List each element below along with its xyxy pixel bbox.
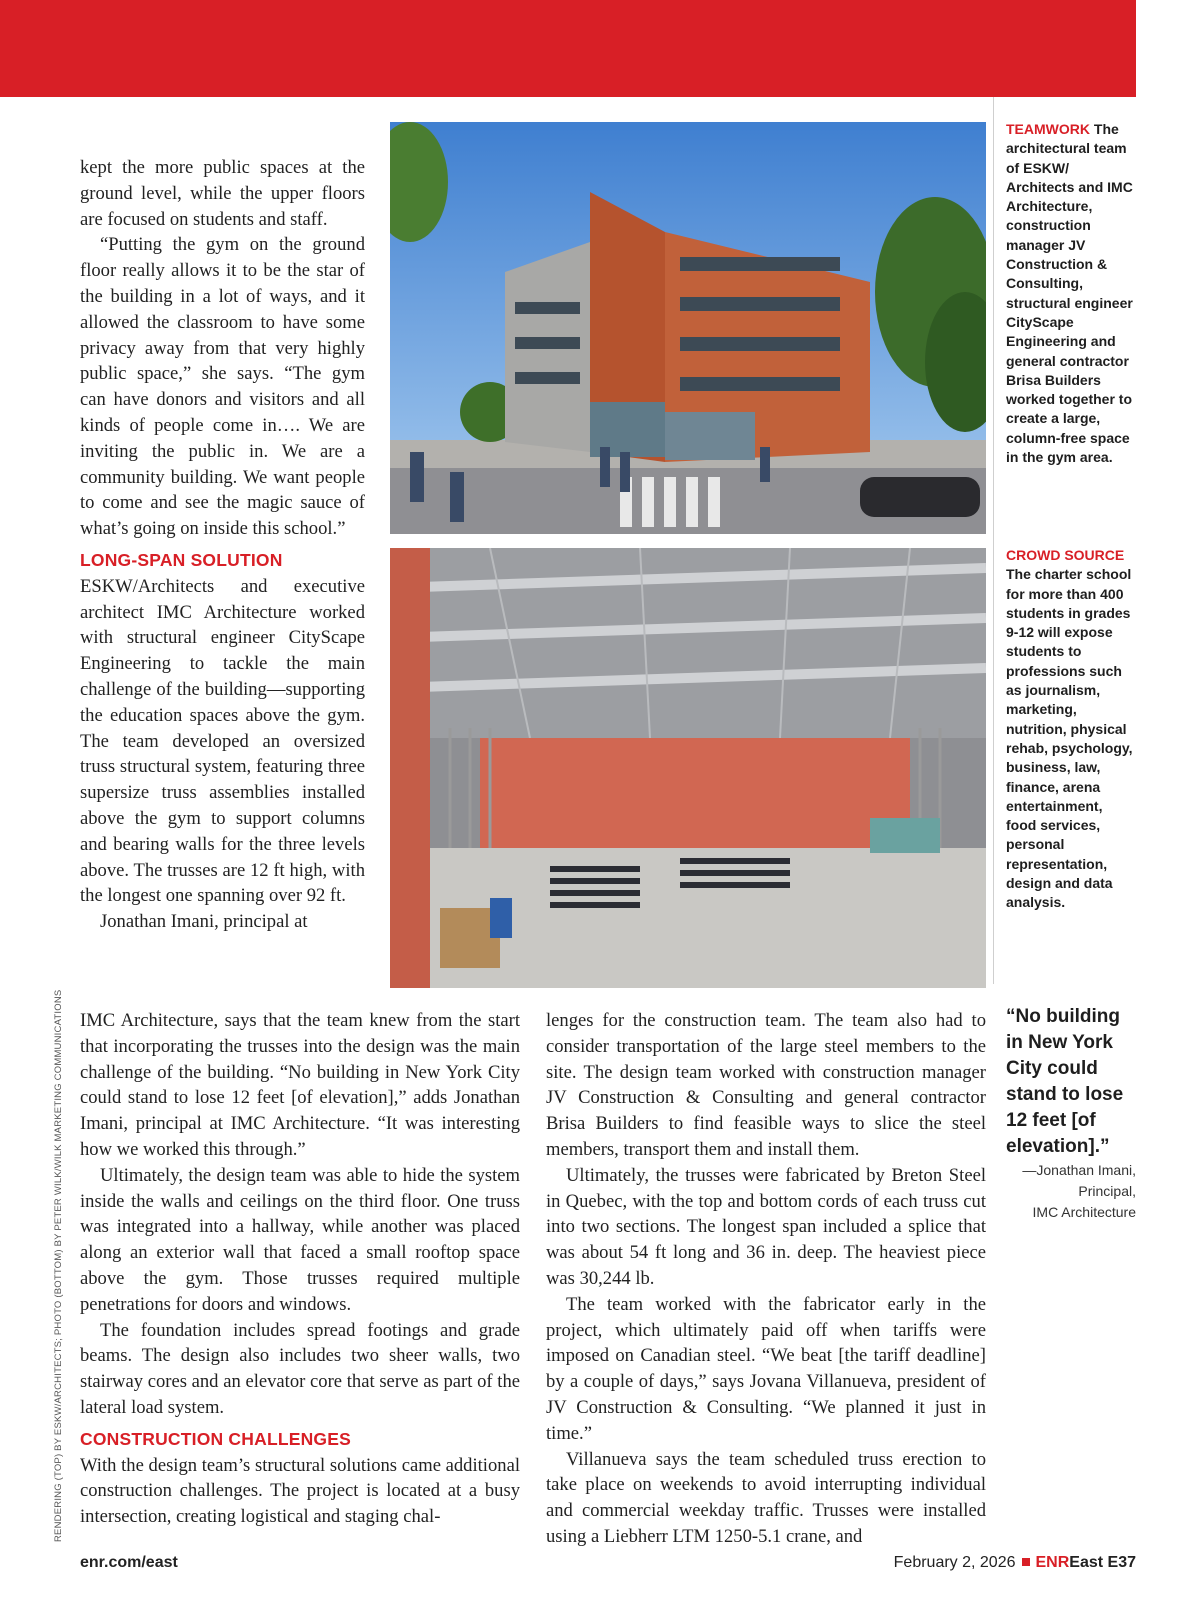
attribution-name: —Jonathan Imani, [1022, 1162, 1136, 1178]
pull-quote: “No building in New York City could stand to lose 12 feet [of elevation].” [1006, 1006, 1124, 1157]
caption-label: TEAMWORK [1006, 121, 1090, 137]
paragraph: kept the more public spaces at the ground level, while the upper floors are focused on students and staff. [80, 157, 365, 230]
caption-teamwork [1006, 120, 1136, 467]
caption-crowd-source [1006, 546, 1136, 913]
attribution-title: Principal, [1078, 1183, 1136, 1199]
paragraph: lenges for the construction team. The team also had to consider transportation of the large steel members to the site. The design team worked with construction manager JV Construction & Consulting and general contractor Brisa Builders to find feasible ways to slice the steel members, transport them and install them. [546, 1010, 986, 1160]
paragraph: ESKW/Architects and executive architect IMC Architecture worked with structural engineer CityScape Engineering to tackle the main challenge of the building—supporting the education spaces above the gym. The team developed an oversized truss structural system, featuring three supersize truss assemblies installed above the gym to support columns and bearing walls for the three levels above. The trusses are 12 ft high, with the longest one spanning over 92 ft. [80, 575, 365, 907]
caption-divider [993, 97, 994, 984]
column-1-upper [80, 155, 365, 935]
attribution-org: IMC Architecture [1032, 1204, 1136, 1220]
section-heading-long-span: LONG-SPAN SOLUTION [80, 549, 283, 570]
column-2 [546, 1008, 986, 1550]
bullet-square-icon [1022, 1558, 1030, 1566]
paragraph: Jonathan Imani, principal at [100, 911, 308, 933]
paragraph: “Putting the gym on the ground floor really allows it to be the star of the building in a lot of ways, and it allowed the classroom to have some privacy away from that very highly public space,” she says. “The gym can have donors and visitors and all kinds of people come in…. We are inviting the public in. We are a community building. We want people to come and see the magic sauce of what’s going on inside this school.” [80, 234, 365, 540]
paragraph: With the design team’s structural solutions came additional construction challenges. The project is located at a busy intersection, creating logistical and staging chal- [80, 1454, 520, 1528]
caption-text: The architectural team of ESKW/ Architects and IMC Architecture, construction manager JV Construction & Consulting, structural engineer CityScape Engineering and general contractor Brisa Builders worked together to create a large, column-free space in the gym area. [1006, 121, 1133, 466]
header-red-bar [0, 0, 1136, 97]
footer-brand: ENR [1035, 1554, 1070, 1571]
paragraph: Villanueva says the team scheduled truss erection to take place on weekends to avoid interrupting individual and commercial weekday traffic. Trusses were installed using a Liebherr LTM 1250-5.1 crane, and [546, 1448, 986, 1547]
caption-label: CROWD SOURCE [1006, 547, 1125, 563]
paragraph: The team worked with the fabricator early in the project, which ultimately paid off when tariffs were imposed on Canadian steel. “We beat [the tariff deadline] by a couple of days,” says Jovana Villanueva, president of JV Construction & Consulting. “We planned it just in time.” [546, 1293, 986, 1444]
footer-url[interactable]: enr.com/east [80, 1554, 178, 1571]
pull-quote-attribution [1000, 1160, 1136, 1223]
footer-edition: East E37 [1069, 1554, 1136, 1571]
paragraph: Ultimately, the trusses were fabricated by Breton Steel in Quebec, with the top and bottom cords of each truss cut into two sections. The longest span included a splice that was about 54 ft long and 36 in. deep. The heaviest piece was 30,244 lb. [546, 1164, 986, 1289]
paragraph: The foundation includes spread footings and grade beams. The design also includes two sheer walls, two stairway cores and an elevator core that serve as part of the lateral load system. [80, 1319, 520, 1418]
footer-folio [894, 1554, 1136, 1572]
column-1-lower [80, 1008, 520, 1530]
gym-construction-photo [390, 548, 986, 988]
building-rendering-image [390, 122, 986, 534]
caption-text: The charter school for more than 400 students in grades 9-12 will expose students to professions such as journalism, marketing, nutrition, physical rehab, psychology, business, law, finance, arena entertainment, food services, personal representation, design and data analysis. [1006, 566, 1133, 911]
paragraph: IMC Architecture, says that the team knew from the start that incorporating the trusses into the design was the main challenge of the building. “No building in New York City could stand to lose 12 feet [of elevation],” adds Jonathan Imani, principal at IMC Architecture. “It was interesting how we worked this through.” [80, 1010, 520, 1160]
footer-date: February 2, 2026 [893, 1554, 1016, 1571]
section-heading-construction: CONSTRUCTION CHALLENGES [80, 1428, 351, 1449]
paragraph: Ultimately, the design team was able to hide the system inside the walls and ceilings on the third floor. One truss was integrated into a hallway, while another was placed along an exterior wall that faced a small rooftop space above the gym. Those trusses required multiple penetrations for doors and windows. [80, 1164, 520, 1315]
photo-credit: RENDERING (TOP) BY ESKW/ARCHITECTS; PHOTO (BOTTOM) BY PETER WILK/WILK MARKETING COMMUNICATIONS [53, 989, 64, 1542]
